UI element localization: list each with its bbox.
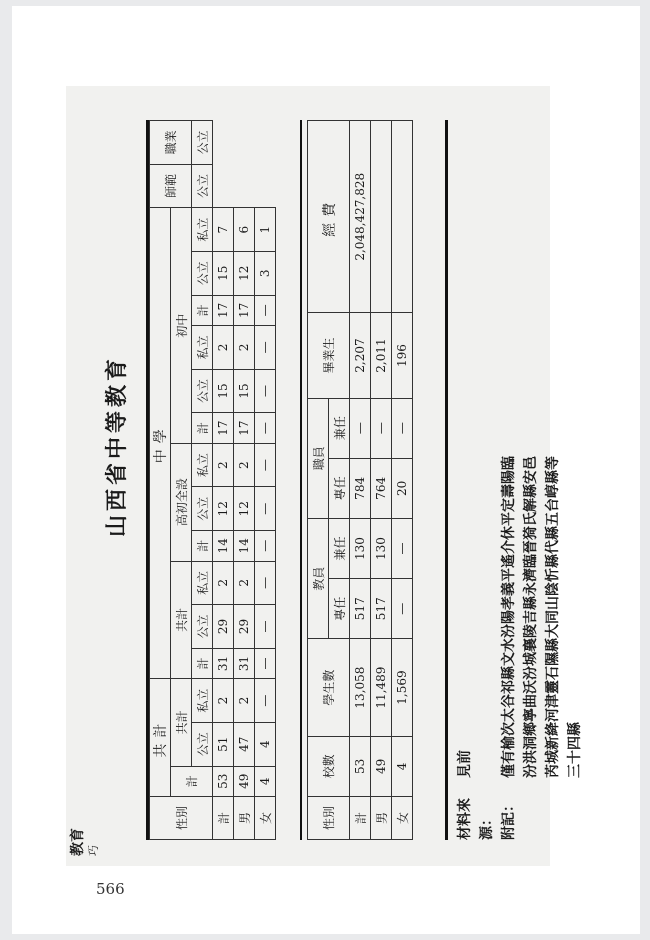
note-row — [520, 120, 542, 840]
header-tag-label: 教育 — [70, 828, 86, 856]
h-ji: 計 — [171, 766, 213, 796]
table-cell: 15 — [213, 369, 234, 413]
table-cell: 2 — [234, 561, 255, 605]
h-gong: 公立 — [192, 121, 213, 165]
table-cell: 15 — [213, 251, 234, 295]
schools-table — [149, 120, 276, 840]
table-cell: — — [350, 398, 371, 458]
h-ji: 計 — [192, 531, 213, 561]
table-cell: 49 — [371, 736, 392, 796]
col-sex: 性別 — [308, 797, 350, 840]
table-cell: — — [392, 579, 413, 639]
sub-junior: 初中 — [171, 208, 192, 443]
page-title: 山西省中等教育 — [104, 355, 130, 538]
note-line-4: 三十四縣 — [567, 722, 583, 778]
note-label: 附記： — [501, 798, 517, 840]
source-text: 見前 — [457, 750, 473, 778]
rotated-content — [66, 86, 583, 866]
table-cell: 15 — [234, 369, 255, 413]
table-cell: 29 — [213, 605, 234, 649]
h-si: 私立 — [192, 561, 213, 605]
table-cell: 764 — [371, 458, 392, 518]
h-part: 兼任 — [329, 518, 350, 578]
table-cell: 53 — [213, 766, 234, 796]
table-cell: — — [255, 531, 276, 561]
table-cell: 17 — [213, 413, 234, 443]
table-cell: 3 — [255, 251, 276, 295]
table-cell: 14 — [234, 531, 255, 561]
table-cell: 2 — [234, 326, 255, 370]
h-gong: 公立 — [192, 164, 213, 208]
h-ji: 計 — [192, 648, 213, 678]
note-line-1: 僅有榆次太谷祁縣文水汾陽孝義平遙介休平定壽陽臨 — [501, 456, 517, 778]
table-row — [392, 121, 413, 840]
h-si: 私立 — [192, 208, 213, 252]
table-cell: 1,569 — [392, 639, 413, 736]
note-line-2: 汾洪洞鄉寧曲沃汾城襄陵吉縣永濟臨晉猗氏解縣安邑 — [523, 456, 539, 778]
table-cell: 517 — [350, 579, 371, 639]
table-cell: — — [255, 443, 276, 487]
table-cell: 2 — [213, 443, 234, 487]
h-gong: 公立 — [192, 722, 213, 766]
table-cell: 12 — [234, 251, 255, 295]
h-si: 私立 — [192, 679, 213, 723]
table-cell — [392, 121, 413, 314]
table-cell: 6 — [234, 208, 255, 252]
table-cell: — — [255, 561, 276, 605]
table-cell: 1 — [255, 208, 276, 252]
table-cell: 12 — [213, 487, 234, 531]
table-cell: 2,207 — [350, 313, 371, 398]
group-total: 共計 — [150, 679, 171, 797]
table-cell: — — [255, 605, 276, 649]
row-sex: 女 — [392, 797, 413, 840]
h-gong-si: 共計 — [171, 679, 192, 766]
table-cell: — — [255, 413, 276, 443]
h-gong: 公立 — [192, 369, 213, 413]
h-full: 專任 — [329, 458, 350, 518]
table-cell: 4 — [255, 766, 276, 796]
note-row — [564, 120, 586, 840]
table-cell: 20 — [392, 458, 413, 518]
table-cell: 13,058 — [350, 639, 371, 736]
table-cell: 196 — [392, 313, 413, 398]
note-row — [498, 120, 520, 840]
table-cell: — — [255, 295, 276, 325]
notes — [454, 120, 586, 840]
h-part: 兼任 — [329, 398, 350, 458]
table-cell: 14 — [213, 531, 234, 561]
table-cell: 2,048,427,828 — [350, 121, 371, 314]
sub-senior: 高初全設 — [171, 443, 192, 561]
table-cell: 7 — [213, 208, 234, 252]
page-number: 566 — [96, 880, 125, 898]
table-cell: 11,489 — [371, 639, 392, 736]
h-ji: 計 — [192, 413, 213, 443]
table-cell: 2 — [213, 679, 234, 723]
table-row — [255, 121, 276, 840]
table-cell: — — [255, 648, 276, 678]
header-tag — [70, 828, 102, 856]
table-cell: — — [255, 369, 276, 413]
table-cell: 2 — [213, 561, 234, 605]
col-graduates: 畢業生 — [308, 313, 350, 398]
table-cell: 130 — [371, 518, 392, 578]
table-cell: — — [392, 398, 413, 458]
h-si: 私立 — [192, 326, 213, 370]
h-gong: 公立 — [192, 605, 213, 649]
h-gong: 公立 — [192, 251, 213, 295]
h-ji: 計 — [192, 295, 213, 325]
col-students: 學生數 — [308, 639, 350, 736]
table-cell: 2 — [234, 443, 255, 487]
section-divider — [300, 120, 302, 840]
col-normal: 師範 — [150, 164, 192, 208]
table-cell: 29 — [234, 605, 255, 649]
table-cell: 12 — [234, 487, 255, 531]
source-label: 材料來源： — [457, 798, 495, 840]
table-cell: — — [371, 398, 392, 458]
table-cell: 2 — [213, 326, 234, 370]
col-vocational: 職業 — [150, 121, 192, 165]
table-cell: 517 — [371, 579, 392, 639]
sub-total: 共計 — [171, 561, 192, 679]
table-cell: 17 — [213, 295, 234, 325]
header-tag-page: 巧 — [87, 845, 100, 856]
table-cell — [371, 121, 392, 314]
table-cell: 4 — [392, 736, 413, 796]
table-cell: 31 — [234, 648, 255, 678]
table-cell: — — [255, 679, 276, 723]
row-sex: 男 — [234, 797, 255, 840]
source-row — [454, 120, 498, 840]
h-full: 專任 — [329, 579, 350, 639]
table-cell: 2 — [234, 679, 255, 723]
personnel-table — [307, 120, 413, 840]
table-row — [213, 121, 234, 840]
group-middle: 中學 — [150, 208, 171, 679]
table-cell: 49 — [234, 766, 255, 796]
group-staff: 職員 — [308, 398, 329, 518]
table-cell: 17 — [234, 295, 255, 325]
table-cell: 130 — [350, 518, 371, 578]
row-sex: 計 — [350, 797, 371, 840]
row-sex: 計 — [213, 797, 234, 840]
col-schools: 校數 — [308, 736, 350, 796]
h-si: 私立 — [192, 443, 213, 487]
table-cell: 53 — [350, 736, 371, 796]
col-sex: 性別 — [150, 797, 213, 840]
table-cell: — — [392, 518, 413, 578]
table-cell: — — [255, 326, 276, 370]
table-cell: 17 — [234, 413, 255, 443]
table-cell: — — [255, 487, 276, 531]
table-row — [350, 121, 371, 840]
table-row — [371, 121, 392, 840]
table-row — [234, 121, 255, 840]
statistics-frame — [146, 120, 448, 840]
table-cell: 47 — [234, 722, 255, 766]
row-sex: 女 — [255, 797, 276, 840]
h-gong: 公立 — [192, 487, 213, 531]
table-cell: 784 — [350, 458, 371, 518]
table-cell: 51 — [213, 722, 234, 766]
note-row — [542, 120, 564, 840]
table-cell: 4 — [255, 722, 276, 766]
note-line-3: 芮城新絳河津靈石隰縣大同山陰忻縣代縣五台崞縣等 — [545, 456, 561, 778]
table-cell: 31 — [213, 648, 234, 678]
row-sex: 男 — [371, 797, 392, 840]
table-cell: 2,011 — [371, 313, 392, 398]
col-funds: 經費 — [308, 121, 350, 314]
group-teachers: 教員 — [308, 518, 329, 638]
